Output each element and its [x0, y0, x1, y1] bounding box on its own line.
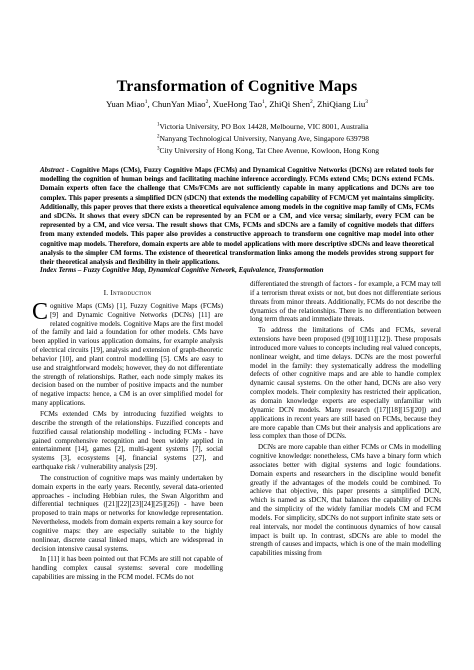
drop-cap: C	[32, 298, 49, 325]
right-column	[250, 280, 441, 560]
affil-mark: 2	[157, 134, 160, 140]
paper-title: Transformation of Cognitive Maps	[116, 78, 358, 95]
paragraph: FCMs extended CMs by introducing fuzzified weights to describe the strength of the relationships. Fuzzified concepts and fuzzified causal relationship modelling - including FCMs - have gained comprehensive recognition and been widely applied in entertainment [14], games [2], multi-agent systems [7], social systems [3], ecosystems [4], financial systems [27], and earthquake risk / vulnerability analysis [29].	[32, 409, 223, 472]
affiliation-list	[157, 121, 379, 158]
author-affil-mark: 3	[365, 99, 369, 106]
author-name: XueHong Tao	[212, 99, 263, 109]
affil-mark: 3	[157, 146, 160, 152]
section-heading: I. Introduction	[103, 288, 152, 297]
author-affil-mark: 2	[205, 99, 209, 106]
affil-text: City University of Hong Kong, Tat Chee Avenue, Kowloon, Hong Kong	[159, 146, 380, 156]
author-affil-mark: 1	[262, 99, 265, 106]
affil-mark: 1	[157, 122, 160, 128]
author-affil-mark: 2	[310, 99, 313, 106]
author-name: ZhiQi Shen	[269, 99, 310, 109]
paragraph: In [11] it has been pointed out that FCMs are still not capable of handling complex causal systems: several core modelling capabilities are missing in the FCM model. FCMs do not	[32, 555, 223, 582]
abstract-lead: Abstract	[40, 166, 65, 174]
affiliation	[157, 145, 379, 157]
paragraph-text: ognitive Maps (CMs) [1], Fuzzy Cognitive Maps (FCMs) [9] and Dynamic Cognitive Networks (DCNs) [11] are related cognitive models. Cognitive Maps are the first model of the family and laid a foundation for other models. CMs have been applied in various application domains, for example analysis of electrical circuits [19], analysis and extension of graph-theoretic behavior [10], and plant control modelling [5]. CMs are easy to use and straightforward models; however, they do not differentiate the strength of relationships. Rather, each node simply makes its decision based on the number of positive impacts and the number of negative impacts: hence, a CM is an over simplified model for many applications.	[32, 301, 223, 408]
affiliation	[157, 121, 379, 133]
left-column	[32, 282, 223, 584]
paragraph: DCNs are more capable than either FCMs or CMs in modelling cognitive knowledge: nonetheless, CMs have a binary form which associates better with digital systems and logic foundations. Domain experts and researchers in the discipline would benefit greatly if the advantages of the models could be combined. To achieve that objective, this paper presents a simplified DCN, which is named as sDCN, that balances the capability of DCNs and the simplicity of the widely familiar models CM and FCM models. For simplicity, sDCNs do not support infinite state sets or real intervals, nor model the continuous dynamics of how causal impact is built up. In contrast, sDCNs are able to model the strength of causes and impacts, which is one of the main modelling capabilities missing from	[250, 443, 441, 558]
author-name: ChunYan Miao	[151, 99, 206, 109]
affil-text: Victoria University, PO Box 14428, Melbourne, VIC 8001, Australia	[159, 122, 369, 131]
author-name: ZhiQiang Liu	[317, 99, 366, 109]
paragraph	[32, 298, 223, 408]
author-affil-mark: 1	[144, 99, 148, 106]
index-terms: Index Terms – Fuzzy Cognitive Map, Dynamical Cognitive Network, Equivalence, Transformation	[40, 266, 324, 274]
author-name: Yuan Miao	[105, 99, 145, 109]
paragraph: To address the limitations of CMs and FCMs, several extensions have been proposed ([9][10][11][12]). These proposals introduced more values to concepts including real valued concepts, nonlinear weight, and time delays. DCNs are the most powerful model in the family: they systematically address the modelling defects of other cognitive maps and are able to handle complex dynamic causal systems. On the other hand, DCNs are also very complex models. Their complexity has restricted their application, as domain knowledge experts are especially unfamiliar with dynamic DCN models. Many research ([17][18][15][20]) and applications in recent years are still based on FCMs, because they are more capable than CMs but their analysis and applications are less complex than those of DCNs.	[250, 326, 441, 441]
author-list: Yuan Miao$^1$, ChunYan Miao$^2$, XueHong Tao$^1$, ZhiQi Shen$^2$, ZhiQiang Liu$^3$	[105, 99, 369, 109]
paragraph: The construction of cognitive maps was mainly undertaken by domain experts in the early years. Recently, several data-oriented approaches - including Hebbian rules, the Swan Algorithm and differential techniques ([21][22][23][24][25][26]) - have been proposed to train maps or networks for knowledge representation. Nevertheless, models from domain experts remain a key source for cognitive maps: they are especially suitable to the highly nonlinear, discrete causal linked maps, which are widespread in decision intensive causal systems.	[32, 473, 223, 553]
affil-text: Nanyang Technological University, Nanyang Ave, Singapore 639798	[159, 134, 370, 144]
abstract	[40, 166, 434, 267]
paragraph: differentiated the strength of factors - for example, a FCM may tell if a terrorism threat exists or not, but does not differentiate serious threats from minor threats. Additionally, FCMs do not describe the dynamics of the relationships. There is no differentiation between long term threats and immediate threats.	[250, 280, 441, 324]
affiliation	[157, 133, 379, 145]
abstract-text: - Cognitive Maps (CMs), Fuzzy Cognitive Maps (FCMs) and Dynamical Cognitive Networks (DCNs) are related tools for modelling the cognition of human beings and facilitating machine inference accordingly. FCMs extend CMs; DCNs extend FCMs. Domain experts often face the challenge that CMs/FCMs are not sufficiently capable in many applications and DCNs are too complex. This paper presents a simplified DCN (sDCN) that extends the modelling capability of FCM/CM yet maintains simplicity. Additionally, this paper proves that there exists a theoretical equivalence among models in the cognitive map family of CMs, FCMs and sDCNs. It shows that every sDCN can be represented by an FCM or a CM, and vice versa; similarly, every FCM can be represented by a CM, and vice versa. The result shows that CMs, FCMs and sDCNs are a family of cognitive models that differs from many extended models. This paper also provides a constructive approach to transform one cognitive map model into other cognitive map models. Therefore, domain experts are able to model applications with more descriptive sDCNs and leave theoretical analysis to the simpler CM forms. The existence of theoretical transformation links among the models provides strong support for their theoretical analysis and flexibility in their applications.	[40, 166, 434, 267]
